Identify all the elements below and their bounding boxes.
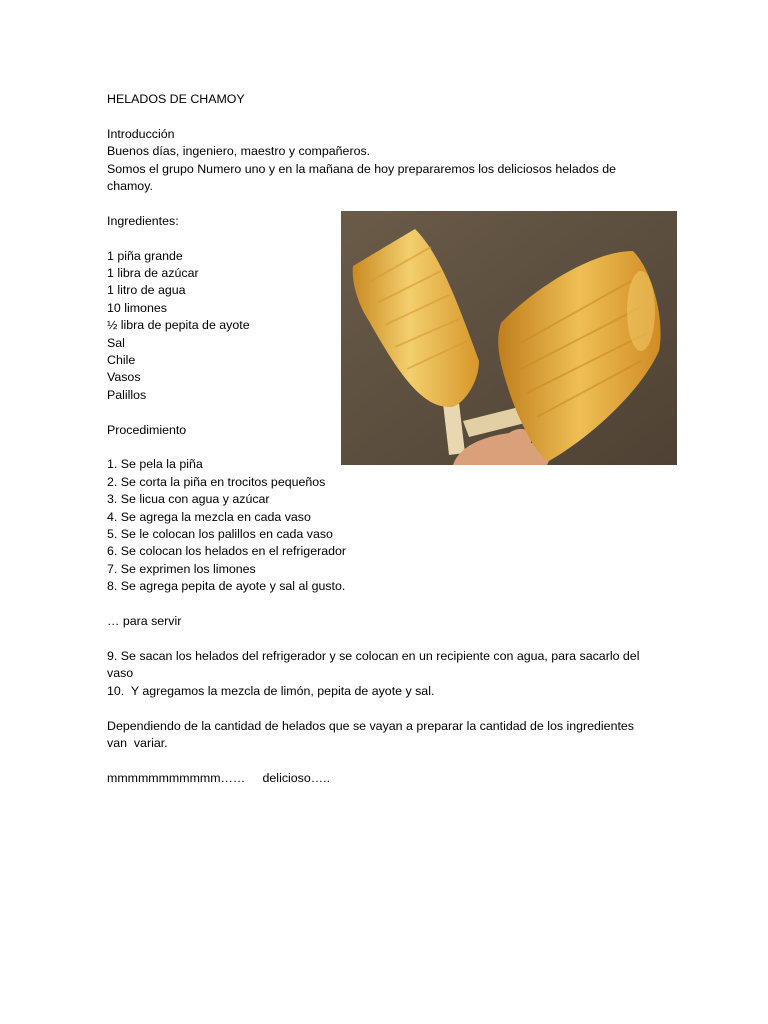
procedure-step: 7. Se exprimen los limones	[107, 561, 256, 576]
procedure-step: 2. Se corta la piña en trocitos pequeños	[107, 474, 326, 489]
note-line: van variar.	[107, 735, 168, 750]
serve-step: 9. Se sacan los helados del refrigerador y se colocan en un recipiente con agua, para sacarlo del	[107, 648, 640, 663]
ingredient-item: ½ libra de pepita de ayote	[107, 318, 250, 333]
procedure-step: 5. Se le colocan los palillos en cada vaso	[107, 527, 333, 542]
note-line: Dependiendo de la cantidad de helados que se vayan a preparar la cantidad de los ingredientes	[107, 718, 634, 733]
ingredient-item: 10 limones	[107, 300, 167, 315]
intro-heading: Introducción	[107, 126, 175, 141]
popsicles-photo	[341, 211, 677, 465]
intro-line: chamoy.	[107, 179, 153, 194]
procedure-step: 4. Se agrega la mezcla en cada vaso	[107, 509, 311, 524]
ingredients-heading: Ingredientes:	[107, 213, 179, 228]
intro-line: Somos el grupo Numero uno y en la mañana de hoy prepararemos los deliciosos helados de	[107, 161, 617, 176]
ingredient-item: Palillos	[107, 387, 147, 402]
ingredient-item: 1 piña grande	[107, 248, 183, 263]
procedure-step: 1. Se pela la piña	[107, 457, 203, 472]
serve-heading: … para servir	[107, 614, 182, 629]
serve-step: 10. Y agregamos la mezcla de limón, pepita de ayote y sal.	[107, 683, 435, 698]
procedure-step: 6. Se colocan los helados en el refrigerador	[107, 544, 347, 559]
ingredient-item: Chile	[107, 353, 136, 368]
page-title: HELADOS DE CHAMOY	[107, 92, 245, 106]
ingredient-item: 1 litro de agua	[107, 283, 186, 298]
serve-step: vaso	[107, 666, 134, 681]
closing-line: mmmmmmmmmmm…… delicioso…..	[107, 770, 331, 785]
ingredient-item: Vasos	[107, 370, 141, 385]
procedure-step: 3. Se licua con agua y azúcar	[107, 492, 270, 507]
ingredient-item: 1 libra de azúcar	[107, 266, 199, 281]
procedure-step: 8. Se agrega pepita de ayote y sal al gusto.	[107, 579, 346, 594]
procedure-heading: Procedimiento	[107, 422, 187, 437]
ingredient-item: Sal	[107, 335, 125, 350]
intro-line: Buenos días, ingeniero, maestro y compañeros.	[107, 144, 371, 159]
